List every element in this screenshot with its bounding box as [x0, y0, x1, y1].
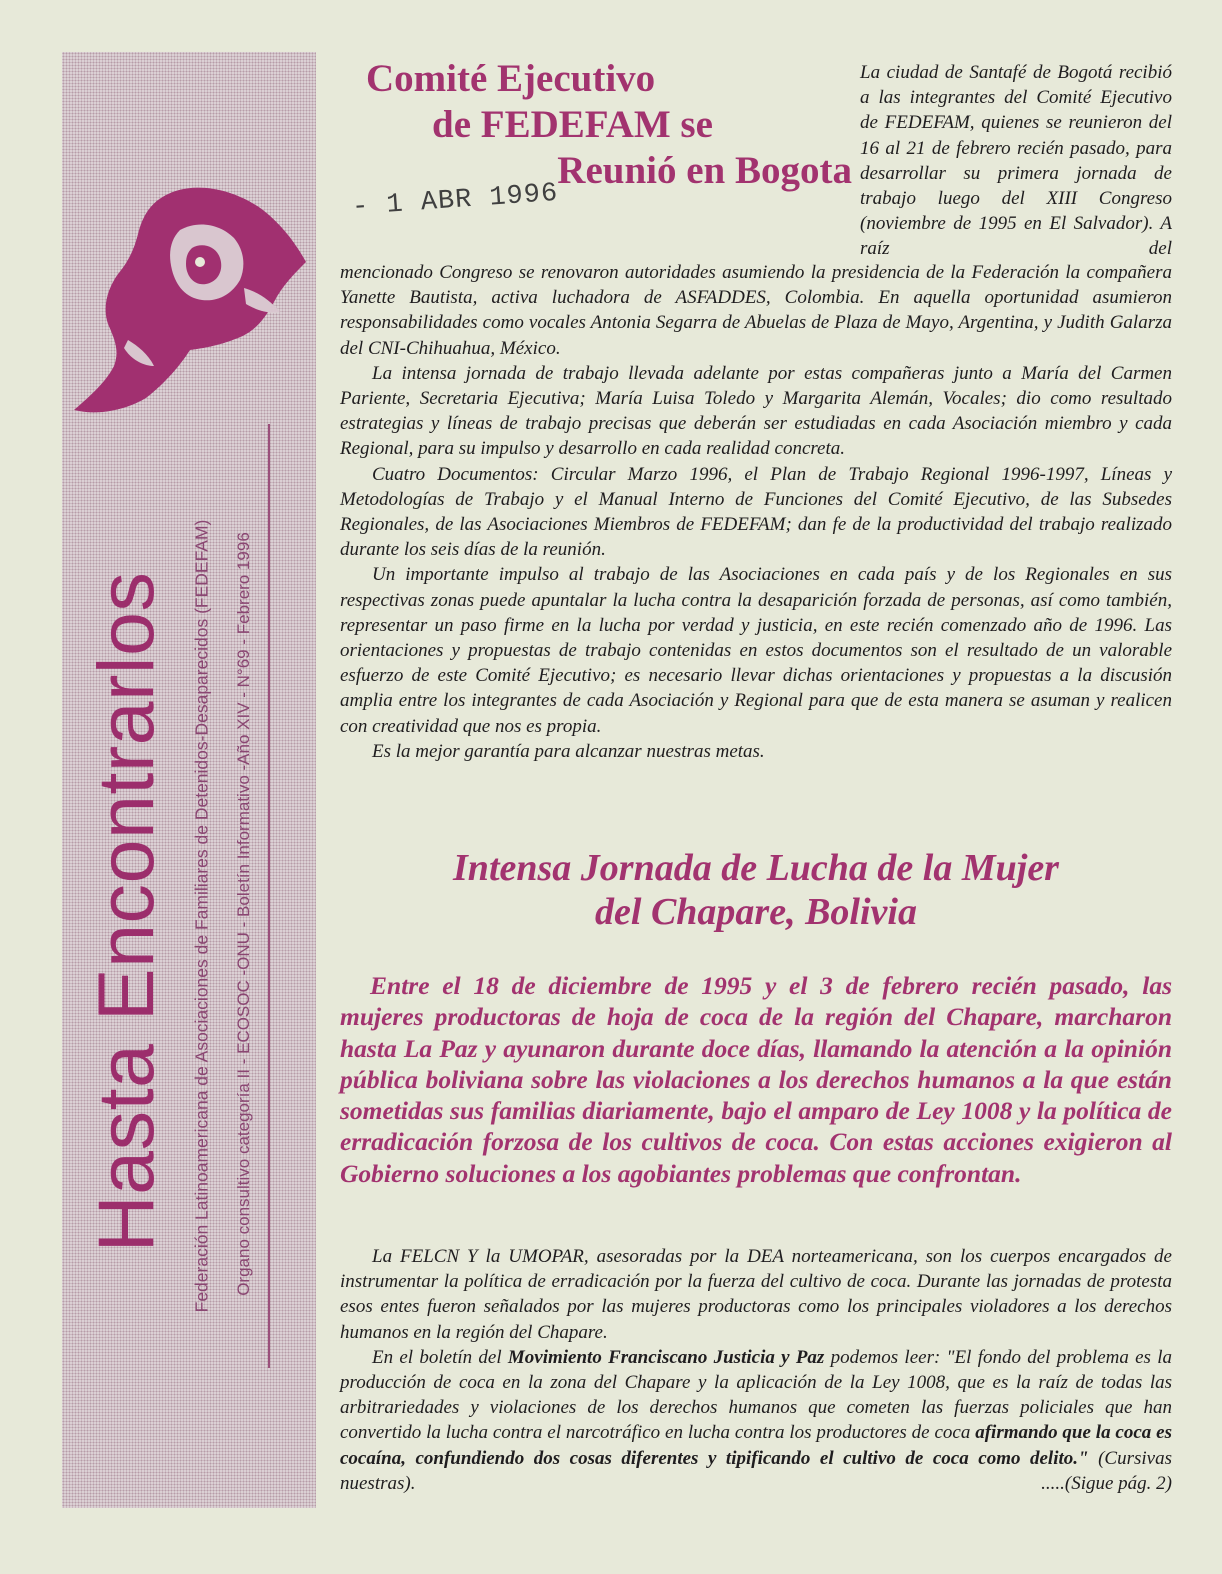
article2-paragraph — [340, 1345, 1172, 1496]
text-run: En el boletín del — [372, 1346, 508, 1368]
continued-note: .....(Sigue pág. 2) — [1041, 1472, 1172, 1494]
article2-body — [340, 1244, 1172, 1496]
article2-paragraph: La FELCN Y la UMOPAR, asesoradas por la DEA norteamericana, son los cuerpos encargados de instrumentar la política de erradicación por la fuerza del cultivo de coca. Durante las jornadas de protesta esos entes fueron señalados por las mujeres productoras como los principales violadores a los derechos humanos en la región del Chapare. — [340, 1246, 1172, 1343]
article1-paragraph: La intensa jornada de trabajo llevada adelante por estas compañeras junto a María del Carmen Pariente, Secretaria Ejecutiva; María Luisa Toledo y Margarita Alemán, Vocales; dio como resultado estrategias y líneas de trabajo precisas que deberán ser estudiadas en cada Asociación miembro y cada Regional, para su impulso y desarrollo en cada realidad concreta. — [340, 362, 1172, 460]
article1-title-line: Comité Ejecutivo — [366, 57, 656, 100]
masthead-sidebar — [62, 52, 316, 1508]
article1-paragraph: Un importante impulso al trabajo de las Asociaciones en cada país y de los Regionales en sus respectivas zonas puede apuntalar la lucha contra la desaparición forzada de personas, así como también, representar un paso firme en la lucha por verdad y justicia, en este recién comenzado año de 1996. Las orientaciones y propuestas de trabajo contenidas en estos documentos son el resultado de un valorable esfuerzo de este Comité Ejecutivo; es necesario llevar dichas orientaciones y propuestas a la discusión amplia entre los integrantes de cada Asociación y Regional para que de esta manera se asuman y realicen con creatividad que nos es propia. — [340, 564, 1172, 737]
date-received-stamp: - 1 ABR 1996 — [351, 178, 560, 224]
article2-intro: Entre el 18 de diciembre de 1995 y el 3 de febrero recién pasado, las mujeres productoras de hoja de coca de la región del Chapare, marcharon hasta La Paz y ayunaron durante doce días, llamando la atención a la opinión pública boliviana sobre las violaciones a los derechos humanos a la que están sometidas sus familias diariamente, bajo el amparo de Ley 1008 y la política de erradicación forzosa de los cultivos de coca. Con estas acciones exigieron al Gobierno soluciones a los agobiantes problemas que confrontan. — [340, 971, 1172, 1188]
article2-title-line: del Chapare, Bolivia — [595, 891, 917, 933]
text-run: (Cursivas nuestras). — [340, 1447, 1172, 1494]
article1-title — [340, 56, 852, 194]
masthead-title: Hasta Encontrarlos — [81, 571, 170, 1253]
article1-lead: La ciudad de Santafé de Bogotá recibió a las integrantes del Comité Ejecutivo de FEDEFAM, quienes se reunieron del 16 al 21 de febrero recién pasado, para desarrollar su primera jornada de trabajo luego del XIII Congreso (noviembre de 1995 en El Salvador). A raíz del — [860, 62, 1172, 260]
article1-body — [340, 260, 1172, 764]
article1-paragraph: mencionado Congreso se renovaron autoridades asumiendo la presidencia de la Federación la compañera Yanette Bautista, activa luchadora de ASFADDES, Colombia. En aquella oportunidad asumieron responsabilidades como vocales Antonia Segarra de Abuelas de Plaza de Mayo, Argentina, y Judith Galarza del CNI-Chihuahua, México. — [340, 262, 1172, 359]
article1-paragraph: Cuatro Documentos: Circular Marzo 1996, el Plan de Trabajo Regional 1996-1997, Líneas y Metodologías de Trabajo y el Manual Interno de Funciones del Comité Ejecutivo, de las Subsedes Regionales, de las Asociaciones Miembros de FEDEFAM; dan fe de la productividad del trabajo realizado durante los seis días de la reunión. — [340, 463, 1172, 561]
article2-title — [340, 846, 1172, 934]
federation-name: Federación Latinoamericana de Asociaciones de Familiares de Detenidos-Desaparecidos (FEDEFAM) — [191, 519, 212, 1313]
article2-title-line: Intensa Jornada de Lucha de la Mujer — [453, 847, 1059, 889]
organization-name: Movimiento Franciscano Justicia y Paz — [507, 1346, 825, 1368]
south-america-face-logo — [68, 170, 312, 420]
article1-title-line: Reunió en Bogota — [557, 149, 852, 192]
article1-paragraph: Es la mejor garantía para alcanzar nuestras metas. — [372, 740, 765, 762]
article1-title-line: de FEDEFAM se — [432, 103, 713, 146]
divider-rule — [268, 424, 270, 1368]
issue-info: Organo consultivo categoría II - ECOSOC -ONU - Boletín Informativo -Año XIV - N°69 - Febrero 1996 — [234, 532, 253, 1296]
emphasized-quote: afirmando que la coca es cocaína, confundiendo dos cosas diferentes y tipificando el cultivo de coca como delito." — [340, 1422, 1172, 1469]
quote-text: podemos leer: "El fondo del problema es la producción de coca en la zona del Chapare y la aplicación de la Ley 1008, que es la raíz de todas las arbitrariedades y violaciones de los derechos humanos que cometen las fuerzas policiales que han convertido la lucha contra el narcotráfico en lucha contra los productores de coca — [340, 1346, 1172, 1444]
